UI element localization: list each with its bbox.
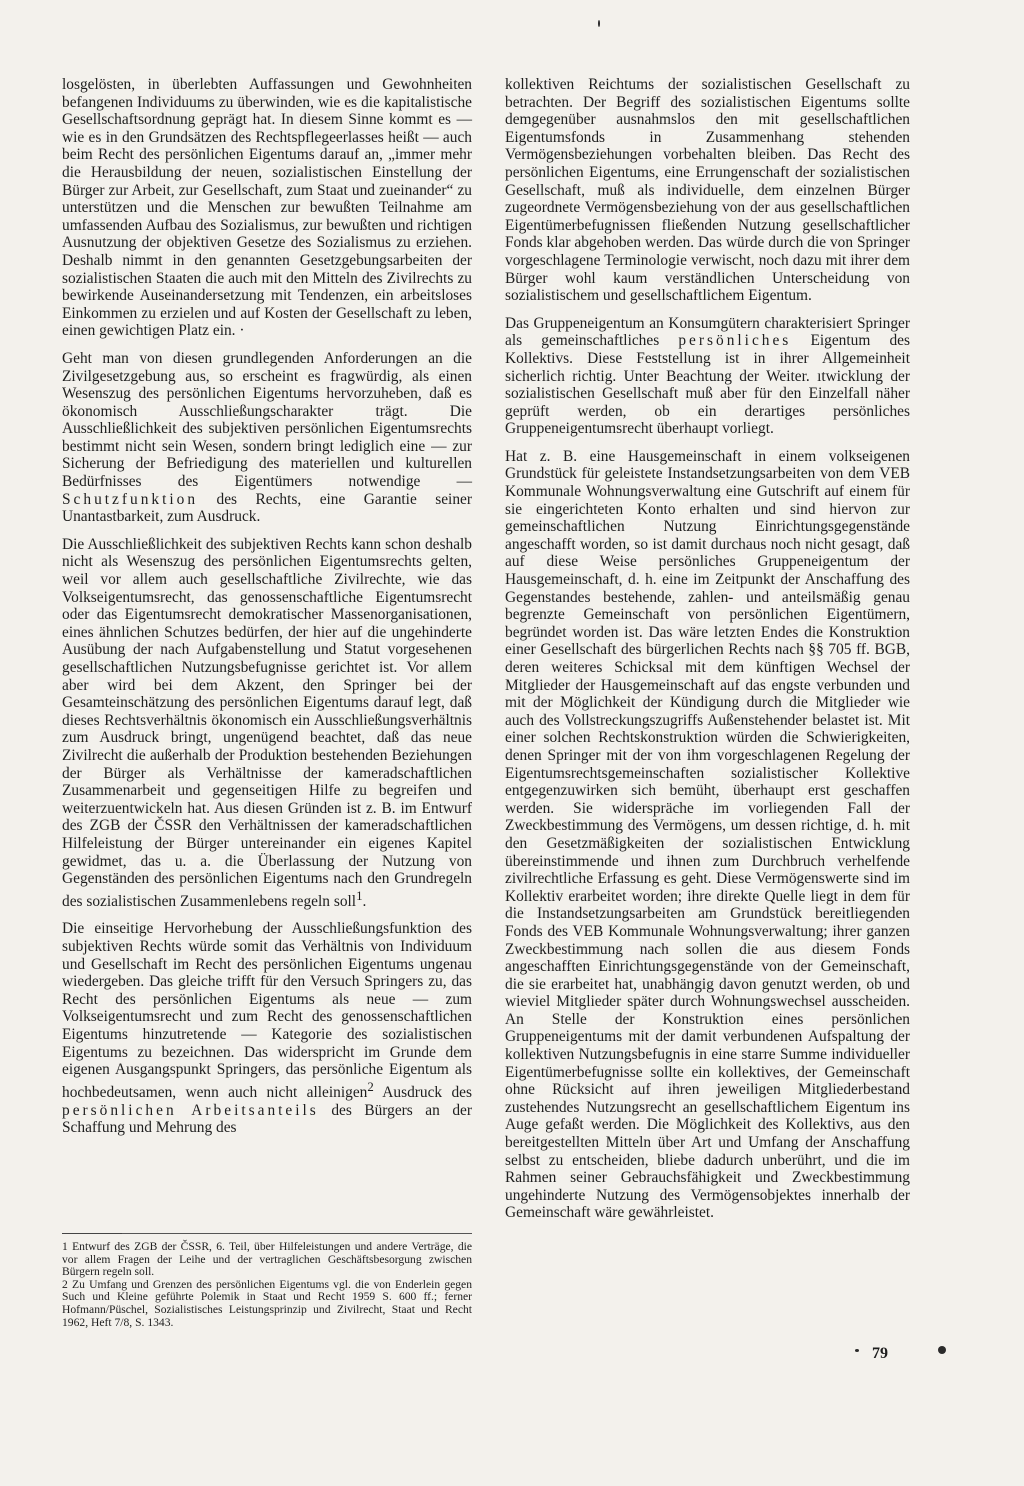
paragraph: Die Ausschließlichkeit des subjektiven Rechts kann schon deshalb nicht als Wesenszug des persönlichen Eigentumsrechts gelten, weil vor allem auch gesellschaftliche Zivilrechte, wie das Volkseigentumsrecht, das genossenschaftliche Eigentumsrecht oder das Eigentumsrecht demokratischer Massenorganisationen, eines ähnlichen Schutzes bedürfen, der hier auf die ungehinderte Ausübung der nach Aufgabenstellung und Statut vorgesehenen gesellschaftlichen Nutzungsbefugnisse gerichtet ist. Vor allem aber wird bei dem Akzent, den Springer bei der Gesamteinschätzung des persönlichen Eigentums darauf legt, daß dieses Rechtsverhältnis ökonomisch ein Ausschließungsverhältnis zum Ausdruck bringt, ungenügend beachtet, daß das neue Zivilrecht die außerhalb der Produktion bestehenden Beziehungen der Bürger als Verhältnisse der kameradschaftlichen Zusammenarbeit und gegenseitigen Hilfe zu begreifen und weiterzuentwickeln hat. Aus diesen Gründen ist z. B. im Entwurf des ZGB der ČSSR den Verhältnissen der kameradschaftlichen Hilfeleistung der Bürger untereinander ein eigenes Kapitel gewidmet, das u. a. die Überlassung der Nutzung von Gegenständen des persönlichen Eigentums nach den Grundregeln des sozialistischen Zusammenlebens regeln soll$^1$. — [62, 535, 472, 910]
paragraph: Geht man von diesen grundlegenden Anforderungen an die Zivilgesetzgebung aus, so erscheint es fragwürdig, als einen Wesenszug des persönlichen Eigentums hervorzuheben, daß es ökonomisch Ausschließungscharakter trägt. Die Ausschließlichkeit des subjektiven persönlichen Eigentumsrechts bestimmt nicht sein Wesen, sondern bringt lediglich eine — zur Sicherung der Befriedigung des materiellen und kulturellen Bedürfnisses des Eigentümers notwendige — Schutzfunktion des Rechts, eine Garantie seiner Unantastbarkeit, zum Ausdruck. — [62, 349, 472, 526]
paragraph: Die einseitige Hervorhebung der Ausschließungsfunktion des subjektiven Rechts würde somit das Verhältnis von Individuum und Gesellschaft im Recht des persönlichen Eigentums ungenau wiedergeben. Das gleiche trifft für den Versuch Springers zu, das Recht des persönlichen Eigentums als neue — zum Volkseigentumsrecht und zum Recht des genossenschaftlichen Eigentums hinzutretende — Kategorie des sozialistischen Eigentums zu bezeichnen. Das widerspricht im Grunde dem eigenen Ausgangspunkt Springers, das persönliche Eigentum als hochbedeutsamen, wenn auch nicht alleinigen$^2$ Ausdruck des persönlichen Arbeitsanteils des Bürgers an der Schaffung und Mehrung des — [62, 920, 472, 1137]
footnote-marker: 1 — [356, 888, 363, 903]
emphasis-spaced: Schutzfunktion — [62, 490, 199, 508]
paragraph: kollektiven Reichtums der sozialistischen Gesellschaft zu betrachten. Der Begriff des sozialistischen Eigentums sollte demgegenüber ausnahmslos den mit gesellschaftlichen Eigentumsfonds in Zusammenhang stehenden Vermögensbeziehungen vorbehalten bleiben. Das Recht des persönlichen Eigentums, eine Errungenschaft der sozialistischen Gesellschaft, muß als individuelle, dem einzelnen Bürger zugeordnete Vermögensbeziehung von der aus gesellschaftlichen Eigentümerbefugnissen fließenden Nutzung gesellschaftlicher Fonds klar abgehoben werden. Das würde durch die von Springer vorgeschlagene Terminologie verwischt, noch dazu mit ihrer dem Bürger wohl kaum verständlichen Unterscheidung von sozialistischem und gesellschaftlichem Eigentum. — [505, 76, 910, 305]
ink-speck — [598, 20, 600, 27]
left-column — [62, 76, 472, 1147]
footnote-rule — [62, 1233, 122, 1234]
right-column — [505, 76, 910, 1232]
page-number: 79 — [872, 1345, 888, 1362]
paragraph: Hat z. B. eine Hausgemeinschaft in einem volkseigenen Grundstück für geleistete Instandsetzungsarbeiten von dem VEB Kommunale Wohnungsverwaltung eine Gutschrift auf einem für sie eingerichteten Konto erhalten und sind hiervon zur gemeinschaftlichen Nutzung Einrichtungsgegenstände angeschafft worden, so ist damit durchaus noch nicht gesagt, daß auf diese Weise persönliches Gruppeneigentum der Hausgemeinschaft, d. h. eine im Zeitpunkt der Anschaffung des Gegenstandes bestehende, zahlen- und anteilsmäßig genau begrenzte Gemeinschaft von persönlichen Eigentümern, begründet worden ist. Das wäre letzten Endes die Konstruktion einer Gesellschaft des bürgerlichen Rechts nach §§ 705 ff. BGB, deren weiteres Schicksal mit dem künftigen Wechsel der Mitglieder der Hausgemeinschaft auf das engste verbunden und mit der Möglichkeit der Kündigung durch die Mitglieder wie auch des Vollstreckungszugriffs Außenstehender belastet ist. Mit einer solchen Rechtskonstruktion würden die Schwierigkeiten, denen Springer mit der von ihm vorgeschlagenen Regelung der Eigentumsrechtsgemeinschaften sozialistischer Kollektive entgegenzuwirken sich bemüht, überhaupt erst geschaffen werden. Sie widerspräche im vorliegenden Fall der Zweckbestimmung des Vermögens, um dessen richtige, d. h. mit den Gesetzmäßigkeiten der sozialistischen Entwicklung übereinstimmende und ihnen zum Durchbruch verhelfende zivilrechtliche Erfassung es geht. Diese Vermögenswerte sind im Kollektiv erarbeitet worden; ihre direkte Quelle liegt in dem für die Instandsetzungsarbeiten am Grundstück bereitliegenden Fonds des VEB Kommunale Wohnungsverwaltung; ihrer ganzen Zweckbestimmung nach sollen die aus diesem Fonds angeschafften Einrichtungsgegenstände von der Gemeinschaft, die sie erarbeitet hat, unabhängig davon genutzt werden, ob und wieviel Mitglieder später durch Wohnungswechsel ausscheiden. An Stelle der Konstruktion eines persönlichen Gruppeneigentums mit der damit verbundenen Aufspaltung der kollektiven Nutzungsbefugnis in eine starre Summe individueller Eigentümerbefugnisse sollte ein kollektives, der Gemeinschaft ohne Rücksicht auf ihren jeweiligen Mitgliederbestand zustehendes Nutzungsrecht an gesellschaftlichem Eigentum ins Auge gefaßt werden. Die Möglichkeit des Kollektivs, aus den bereitgestellten Mitteln über Art und Umfang der Anschaffung selbst zu entscheiden, bliebe dadurch unberührt, und die im Rahmen seiner Gebrauchsfähigkeit und Zweckbestimmung ungehinderte Nutzung des Vermögensobjektes innerhalb der Gemeinschaft wäre gewährleistet. — [505, 447, 910, 1222]
paragraph: losgelösten, in überlebten Auffassungen und Gewohnheiten befangenen Individuums zu überwinden, wie es die kapitalistische Gesellschaftsordnung geprägt hat. In diesem Sinne kommt es — wie es in den Grundsätzen des Rechtspflegeerlasses heißt — auch beim Recht des persönlichen Eigentums darauf an, „immer mehr die Herausbildung der neuen, sozialistischen Einstellung der Bürger zur Arbeit, zur Gesellschaft, zum Staat und zueinander“ zu unterstützen und die Menschen zur bewußten Teilnahme am umfassenden Aufbau des Sozialismus, zur bewußten und richtigen Ausnutzung der objektiven Gesetze des Sozialismus zu erziehen. Deshalb nimmt in den genannten Gesetzgebungsarbeiten der sozialistischen Staaten die auch mit den Mitteln des Zivilrechts zu bewirkende Auseinandersetzung mit Tendenzen, ein arbeitsloses Einkommen zu erzielen und auf Kosten der Gesellschaft zu leben, einen gewichtigen Platz ein. · — [62, 76, 472, 340]
footnote: 1 Entwurf des ZGB der ČSSR, 6. Teil, über Hilfeleistungen und andere Verträge, die vor allem Fragen der Leihe und der vertraglichen Geschäftsbesorgung zwischen Bürgern regeln soll. — [62, 1240, 472, 1279]
paragraph: Das Gruppeneigentum an Konsumgütern charakterisiert Springer als gemeinschaftliches persönliches Eigentum des Kollektivs. Diese Feststellung ist in ihrer Allgemeinheit sicherlich richtig. Unter Beachtung der Weiter. ıtwicklung der sozialistischen Gesellschaft muß aber für den Einzelfall näher geprüft werden, ob ein derartiges persönliches Gruppeneigentumsrecht überhaupt vorliegt. — [505, 314, 910, 438]
ink-speck — [938, 1346, 946, 1354]
emphasis-spaced: persönlichen Arbeitsanteils — [62, 1101, 319, 1119]
ink-speck — [855, 1349, 859, 1352]
footnote-marker: 2 — [367, 1079, 374, 1094]
footnotes — [62, 1233, 472, 1329]
footnote: 2 Zu Umfang und Grenzen des persönlichen Eigentums vgl. die von Enderlein gegen Such und Kleine geführte Polemik in Staat und Recht 1959 S. 600 ff.; ferner Hofmann/Püschel, Sozialistisches Leistungsprinzip und Zivilrecht, Staat und Recht 1962, Heft 7/8, S. 1343. — [62, 1277, 472, 1329]
emphasis-spaced: persönliches — [678, 332, 792, 350]
